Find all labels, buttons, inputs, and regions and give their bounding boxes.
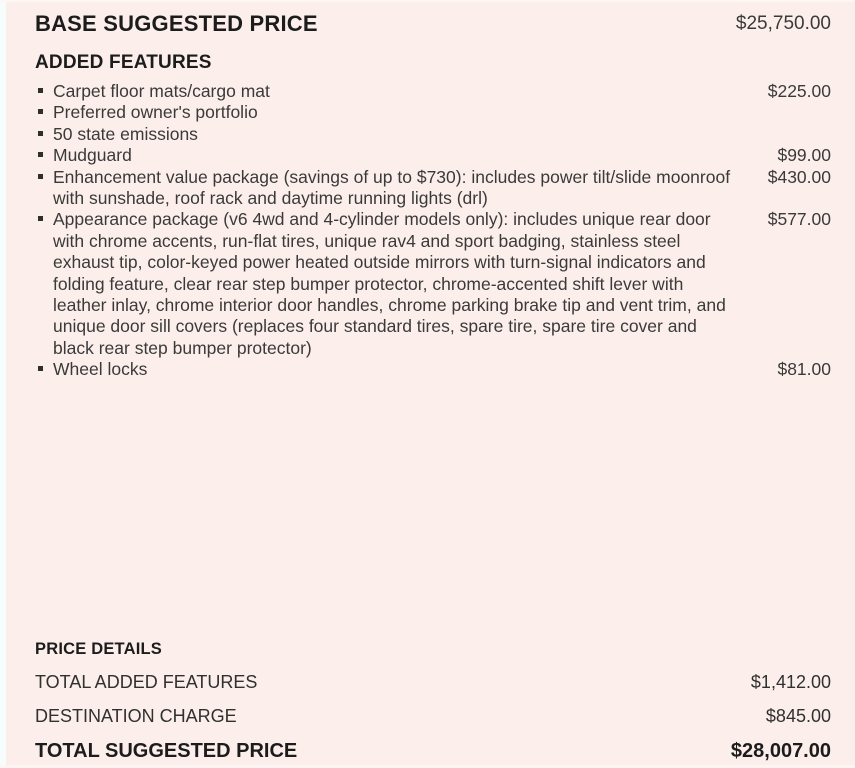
feature-text: 50 state emissions bbox=[53, 123, 198, 144]
feature-price: $99.00 bbox=[777, 145, 831, 166]
bullet-icon bbox=[38, 88, 43, 93]
feature-row bbox=[35, 81, 831, 102]
total-added-features-value: $1,412.00 bbox=[750, 672, 831, 692]
feature-text: Preferred owner's portfolio bbox=[53, 102, 258, 123]
price-details-section bbox=[35, 639, 831, 763]
feature-row bbox=[35, 102, 831, 123]
base-price-row bbox=[35, 11, 831, 36]
destination-charge-value: $845.00 bbox=[765, 706, 831, 726]
destination-charge-row bbox=[35, 706, 831, 727]
bullet-icon bbox=[38, 152, 43, 157]
feature-text: Wheel locks bbox=[53, 359, 148, 380]
bullet-icon bbox=[38, 109, 43, 114]
feature-price: $430.00 bbox=[767, 166, 831, 187]
feature-row bbox=[35, 209, 831, 359]
total-added-features-row bbox=[35, 672, 831, 693]
feature-price: $81.00 bbox=[777, 359, 831, 380]
added-features-heading: ADDED FEATURES bbox=[35, 52, 212, 73]
feature-text: Carpet floor mats/cargo mat bbox=[53, 81, 270, 101]
bullet-icon bbox=[38, 174, 43, 179]
feature-text: Appearance package (v6 4wd and 4-cylinder models only): includes unique rear door with chrome accents, run-flat tires, unique rav4 and sport badging, stainless steel exhaust tip, color-keyed power heated outside mirrors with turn-signal indicators and folding feature, clear rear step bumper protector, chrome-accented shift lever with leather inlay, chrome interior door handles, chrome parking brake tip and vent trim, and unique door sill covers (replaces four standard tires, spare tire, spare tire cover and black rear step bumper protector) bbox=[53, 209, 726, 358]
feature-row bbox=[35, 167, 831, 210]
total-suggested-price-row bbox=[35, 739, 831, 763]
total-suggested-price-value: $28,007.00 bbox=[730, 740, 831, 762]
feature-row bbox=[35, 359, 831, 380]
feature-text: Enhancement value package (savings of up to $730): includes power tilt/slide moonroof with sunshade, roof rack and daytime running lights (drl) bbox=[53, 166, 731, 209]
bullet-icon bbox=[38, 131, 43, 136]
feature-text: Mudguard bbox=[53, 145, 132, 166]
feature-row bbox=[35, 124, 831, 145]
added-features-list bbox=[35, 81, 831, 381]
bullet-icon bbox=[38, 216, 43, 221]
feature-row bbox=[35, 145, 831, 166]
base-price-value: $25,750.00 bbox=[735, 13, 831, 34]
bullet-icon bbox=[38, 366, 43, 371]
total-suggested-price-label: TOTAL SUGGESTED PRICE bbox=[35, 740, 298, 762]
feature-price: $225.00 bbox=[767, 81, 831, 101]
base-price-label: BASE SUGGESTED PRICE bbox=[35, 11, 318, 36]
destination-charge-label: DESTINATION CHARGE bbox=[35, 706, 237, 726]
feature-price: $577.00 bbox=[767, 209, 831, 230]
price-details-heading: PRICE DETAILS bbox=[35, 640, 162, 658]
total-added-features-label: TOTAL ADDED FEATURES bbox=[35, 672, 258, 692]
sticker-content bbox=[6, 0, 855, 768]
